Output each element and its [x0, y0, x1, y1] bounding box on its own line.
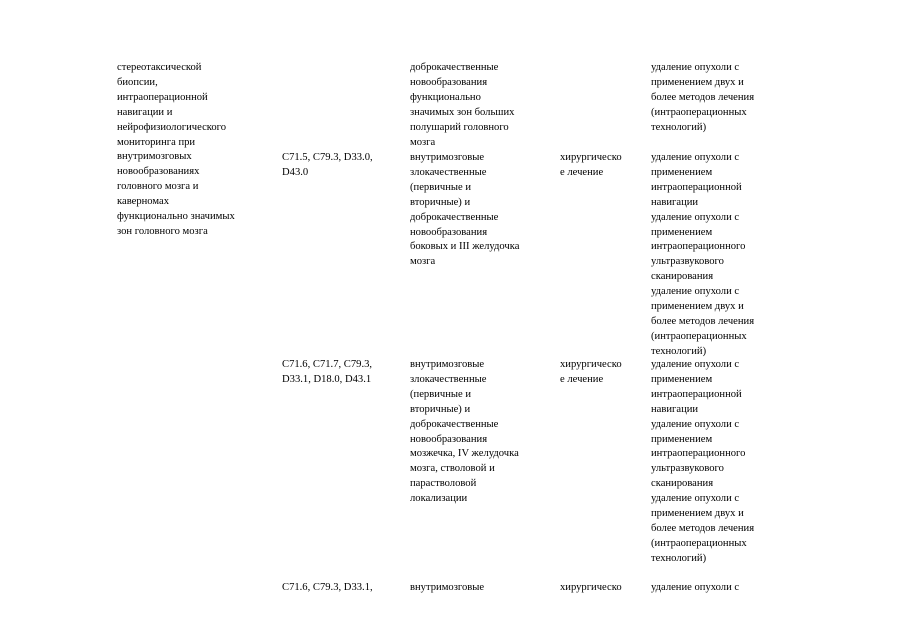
codes-cell: C71.6, C71.7, C79.3, D33.1, D18.0, D43.1	[282, 359, 373, 385]
treatment-cell: удаление опухоли с	[651, 582, 740, 593]
model-cell: внутримозговые злокачественные (первичные и вторичные) и доброкачественные новообразования боковых и III желудочка мозга	[410, 152, 520, 268]
method-cell: стереотаксической биопсии, интраоперационной навигации и нейрофизиологического мониторинга при внутримозговых новообразованиях головного мозга и каверномах функционально значимых зон головного мозга	[117, 62, 235, 237]
treatment-cell: удаление опухоли с применением двух и более методов лечения (интраоперационных технологий)	[651, 62, 755, 133]
model-cell: доброкачественные новообразования функционально значимых зон больших полушарий головного мозга	[410, 62, 515, 148]
codes-cell: C71.6, C79.3, D33.1,	[282, 582, 373, 593]
treatment-type-cell: хирургическо е лечение	[560, 359, 622, 385]
treatment-cell: удаление опухоли с применением интраоперационной навигации удаление опухоли с применением интраоперационного ультразвукового сканирования удаление опухоли с применением двух и более методов лечения (интраоперационных технологий)	[651, 152, 755, 357]
model-cell: внутримозговые	[410, 582, 485, 593]
model-cell: внутримозговые злокачественные (первичные и вторичные) и доброкачественные новообразования мозжечка, IV желудочка мозга, стволовой и парастволовой локализации	[410, 359, 519, 505]
treatment-type-cell: хирургическо е лечение	[560, 152, 622, 178]
treatment-cell: удаление опухоли с применением интраоперационной навигации удаление опухоли с применением интраоперационного ультразвукового сканирования удаление опухоли с применением двух и более методов лечения (интраоперационных технологий)	[651, 359, 755, 564]
treatment-type-cell: хирургическо	[560, 582, 622, 593]
codes-cell: C71.5, C79.3, D33.0, D43.0	[282, 152, 373, 178]
